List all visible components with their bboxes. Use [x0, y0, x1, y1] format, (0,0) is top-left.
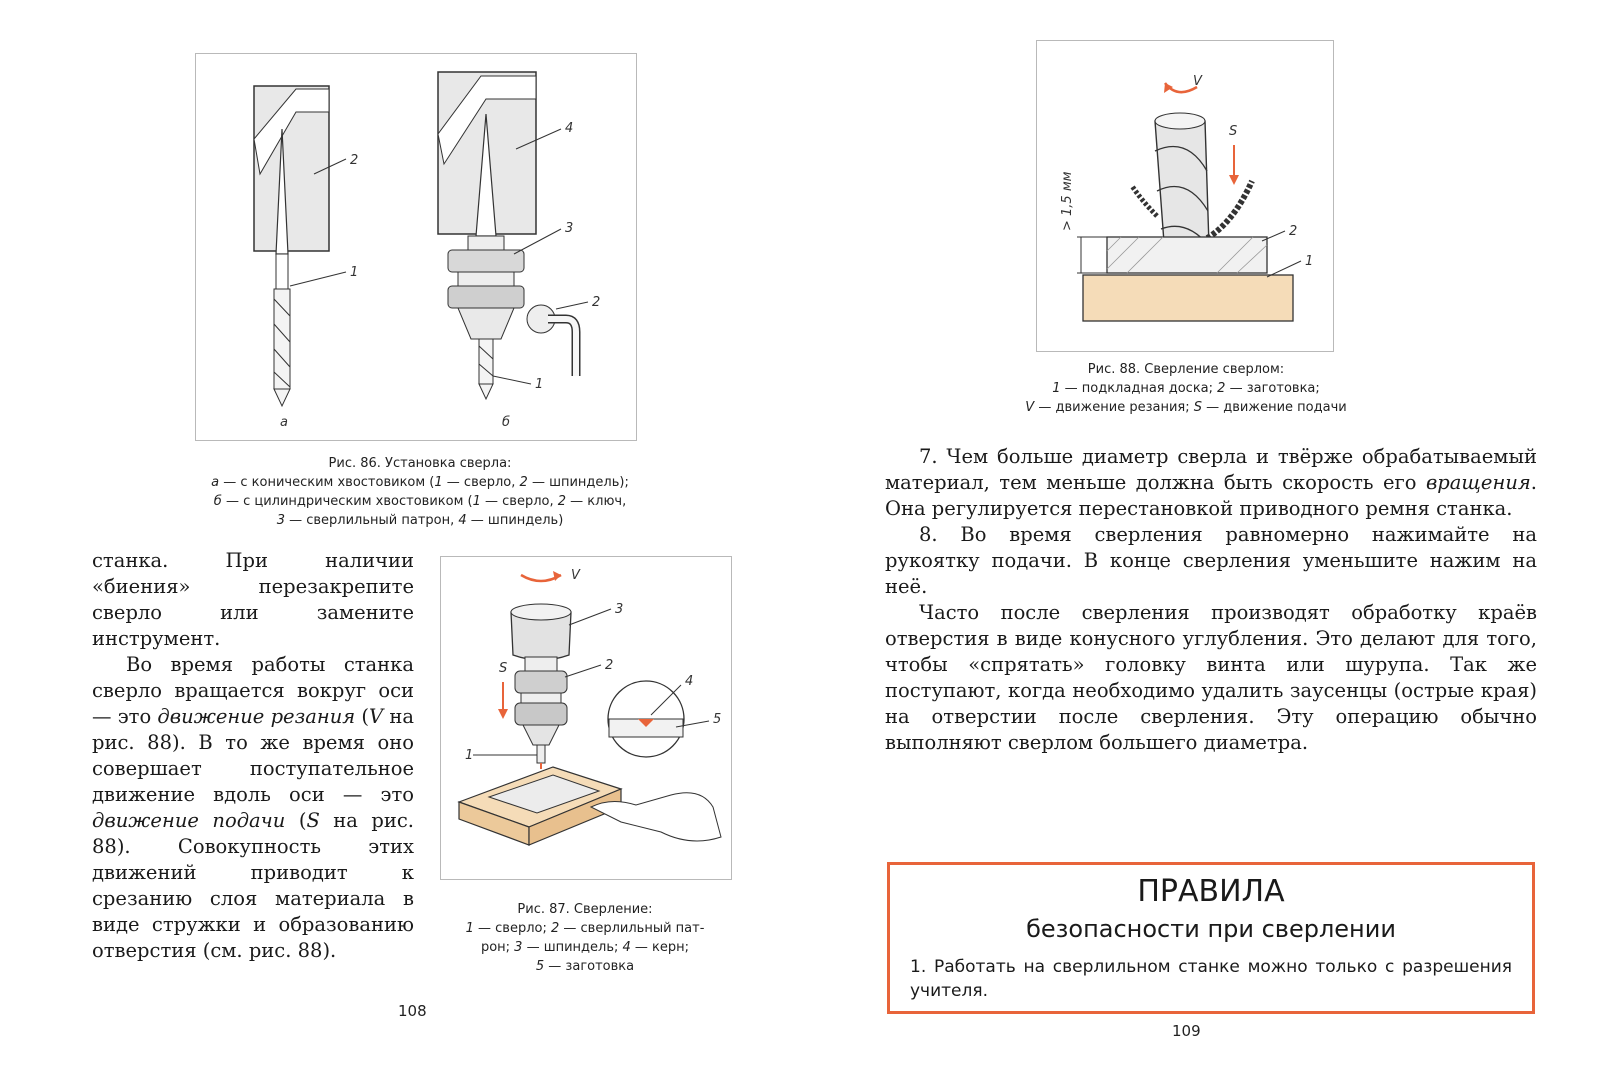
safety-rules-box — [887, 862, 1535, 1014]
figure-88-drawing — [1037, 41, 1333, 351]
figure-88 — [1036, 40, 1334, 352]
fig86-caption-title: Рис. 86. Установка сверла: — [328, 456, 512, 471]
feed-arrow-s — [498, 661, 508, 719]
figure-88-caption — [986, 360, 1386, 417]
svg-text:1: 1 — [350, 265, 359, 280]
spindle-87 — [511, 602, 623, 660]
svg-text:1: 1 — [535, 377, 544, 392]
left-page-text — [92, 548, 414, 964]
figure-87-drawing — [441, 557, 731, 879]
svg-text:4: 4 — [565, 121, 574, 136]
fig88-label-v: V — [1193, 74, 1202, 89]
fig87-caption-title: Рис. 87. Сверление: — [517, 902, 653, 917]
paragraph-countersink: Часто после сверления производят обработку краёв отверстия в виде конусного углубления. Это делают для того, чтобы «спрятать» головку винта или шурупа. Так же поступают, когда необходимо удалить заусенцы (острые края) на отверстии после сверления. Эту операцию обычно выполняют сверлом большего диаметра. — [885, 601, 1537, 754]
fig87-caption-line3: 5 — заготовка — [535, 959, 635, 974]
fig88-caption-title: Рис. 88. Сверление сверлом: — [1087, 362, 1285, 377]
drill-a — [274, 254, 358, 406]
spindle-a — [254, 86, 358, 254]
fig87-label-s: S — [499, 661, 508, 676]
svg-text:2: 2 — [592, 295, 601, 310]
zoom-inset — [608, 674, 721, 757]
figure-87 — [440, 556, 732, 880]
twist-drill — [1155, 113, 1209, 257]
svg-text:1: 1 — [1305, 254, 1314, 269]
svg-text:2: 2 — [350, 153, 359, 168]
figure-87-caption — [440, 900, 730, 976]
figure-86 — [195, 53, 637, 441]
right-page-text — [885, 444, 1537, 756]
paragraph-motion: Во время работы станка сверло вращается вокруг оси — это движение резания (V на рис. 88). В то же время оно совершает поступательное движение вдоль оси — это движение подачи (S на рис. 88). Совокупность этих движений приводит к срезанию слоя материала в виде стружки и образованию отверстия (см. рис. 88). — [92, 653, 415, 962]
svg-text:3: 3 — [615, 602, 624, 617]
spindle-b — [438, 72, 573, 236]
fig86-caption-line2: б — с цилиндрическим хвостовиком (1 — сверло, 2 — ключ, — [213, 494, 627, 509]
svg-text:2: 2 — [605, 658, 614, 673]
label-a: а — [280, 415, 288, 430]
rules-subtitle: безопасности при сверлении — [1026, 915, 1396, 943]
fig88-label-dim: > 1,5 мм — [1060, 171, 1075, 231]
paragraph-rule-8: 8. Во время сверления равномерно нажимайте на рукоятку подачи. В конце сверления уменьшите нажим на неё. — [885, 523, 1537, 598]
chuck-87 — [515, 657, 613, 745]
fig86-caption-line3: 3 — сверлильный патрон, 4 — шпиндель) — [276, 513, 564, 528]
paragraph-rule-7: 7. Чем больше диаметр сверла и твёрже обрабатываемый материал, тем меньше должна быть скорость его вращения. Она регулируется перестановкой приводного ремня станка. — [885, 445, 1537, 520]
rotation-arrow-v — [521, 568, 581, 583]
fig86-caption-line1: а — с коническим хвостовиком (1 — сверло, 2 — шпиндель); — [211, 475, 629, 490]
page-number-left: 108 — [398, 1002, 427, 1020]
fig87-caption-line2: рон; 3 — шпиндель; 4 — керн; — [480, 940, 690, 955]
fig88-label-s: S — [1229, 124, 1238, 139]
drill-b — [479, 339, 543, 399]
chuck-key — [527, 295, 600, 376]
svg-text:4: 4 — [685, 674, 694, 689]
workpiece-87 — [459, 767, 721, 845]
figure-86-drawing — [196, 54, 636, 440]
fig88-caption-line2: V — движение резания; S — движение подачи — [1025, 400, 1347, 415]
page-number-right: 109 — [1172, 1022, 1201, 1040]
svg-text:3: 3 — [565, 221, 574, 236]
svg-text:5: 5 — [713, 712, 722, 727]
depth-dimension — [1060, 171, 1107, 273]
figure-86-caption — [140, 454, 700, 530]
fig88-caption-line1: 1 — подкладная доска; 2 — заготовка; — [1052, 381, 1320, 396]
fig87-label-v: V — [571, 568, 580, 583]
drill-87 — [465, 745, 545, 769]
rotation-arrow-v — [1164, 74, 1203, 93]
rules-title: ПРАВИЛА — [1137, 874, 1285, 909]
label-b: б — [502, 415, 511, 430]
svg-text:2: 2 — [1289, 224, 1298, 239]
rules-item-1: 1. Работать на сверлильном станке можно только с разрешения учителя. — [910, 957, 1512, 1001]
feed-arrow-s — [1229, 124, 1239, 185]
fig87-caption-line1: 1 — сверло; 2 — сверлильный пат- — [465, 921, 705, 936]
svg-text:1: 1 — [465, 748, 474, 763]
paragraph-biyenie: станка. При наличии «биения» перезакрепите сверло или замените инструмент. — [92, 549, 414, 650]
